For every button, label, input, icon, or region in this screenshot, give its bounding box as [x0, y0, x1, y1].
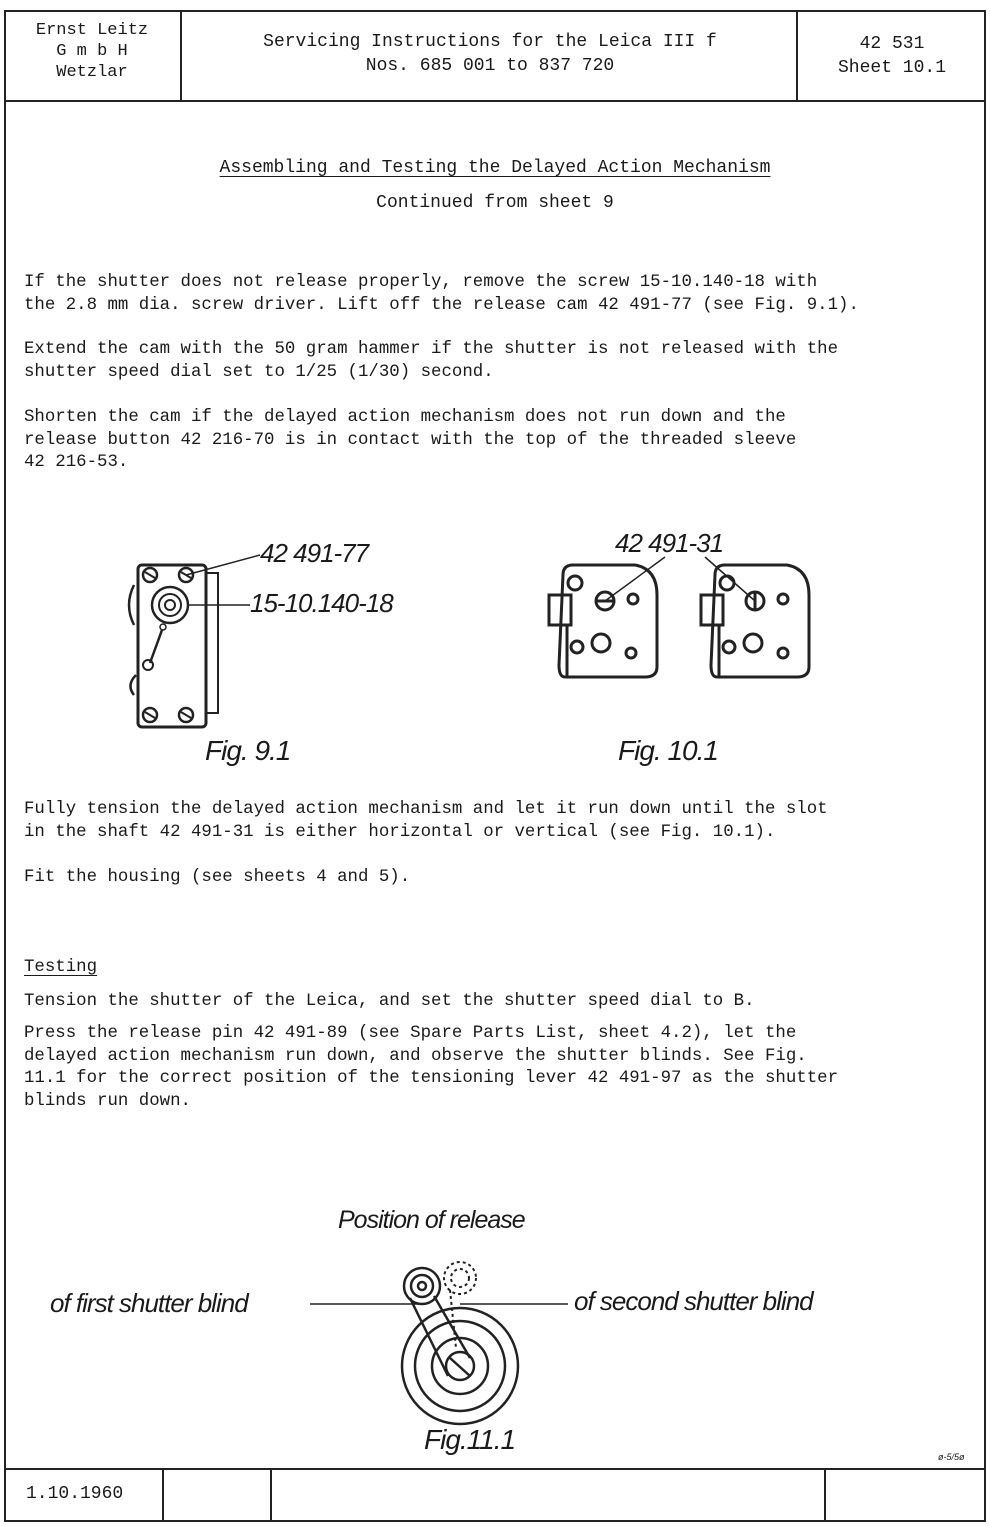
testing-paragraph-2: Press the release pin 42 491-89 (see Spare Parts List, sheet 4.2), let the delayed action mechanism run down, and observe the shutter blinds. See Fig. 11.1 for the correct position of the tensioning lever 42 491-97 as the shutter blinds run down.	[24, 1024, 839, 1111]
fig-9-1-callout-cam: 42 491-77	[260, 538, 369, 568]
fig-10-1-drawing	[545, 555, 820, 685]
issue-date: 1.10.1960	[4, 1470, 164, 1522]
fig-10-1-callout-shaft: 42 491-31	[615, 528, 724, 558]
document-title: Servicing Instructions for the Leica III f	[263, 32, 717, 52]
paragraph-4: Fully tension the delayed action mechanism and let it run down until the slot in the shaft 42 491-31 is either horizontal or vertical (see Fig. 10.1).	[24, 800, 828, 842]
section-heading: Assembling and Testing the Delayed Action Mechanism	[219, 158, 771, 178]
paragraph-1: If the shutter does not release properly, remove the screw 15-10.140-18 with the 2.8 mm dia. screw driver. Lift off the release cam 42 491-77 (see Fig. 9.1).	[24, 273, 859, 315]
fig-9-1-callout-screw: 15-10.140-18	[250, 588, 393, 618]
company-line: Ernst Leitz	[35, 21, 149, 40]
sheet-number: Sheet 10.1	[837, 58, 947, 78]
footer-table	[4, 1468, 986, 1522]
fig-11-1-drawing	[310, 1258, 570, 1418]
company-line: G m b H	[56, 42, 128, 61]
fig-11-1-right-label: of second shutter blind	[574, 1286, 813, 1316]
footer-cell-empty	[166, 1470, 272, 1522]
testing-paragraph-1: Tension the shutter of the Leica, and set the shutter speed dial to B.	[24, 992, 755, 1011]
section-subheading: Continued from sheet 9	[376, 193, 614, 213]
paragraph-5: Fit the housing (see sheets 4 and 5).	[24, 868, 411, 887]
serial-range: Nos. 685 001 to 837 720	[365, 56, 615, 76]
company-cell	[4, 10, 182, 100]
fig-11-1-title: Position of release	[338, 1206, 525, 1234]
corner-print-mark: ø-5/5ø	[938, 1452, 965, 1462]
header-table	[4, 10, 986, 102]
document-title-cell	[184, 10, 798, 100]
fig-10-1-label: Fig. 10.1	[618, 735, 718, 766]
testing-heading: Testing	[24, 958, 98, 977]
fig-9-1-label: Fig. 9.1	[205, 735, 291, 766]
paragraph-2: Extend the cam with the 50 gram hammer if the shutter is not released with the shutter speed dial set to 1/25 (1/30) second.	[24, 340, 839, 382]
fig-9-1-drawing	[120, 555, 230, 735]
fig-11-1-label: Fig.11.1	[424, 1424, 516, 1455]
sheet-cell	[800, 10, 984, 100]
company-line: Wetzlar	[56, 63, 128, 82]
fig-11-1-left-label: of first shutter blind	[50, 1288, 248, 1318]
paragraph-3: Shorten the cam if the delayed action mechanism does not run down and the release button 42 216-70 is in contact with the top of the threaded sleeve 42 216-53.	[24, 408, 797, 472]
doc-number: 42 531	[859, 34, 925, 54]
footer-cell-empty	[274, 1470, 826, 1522]
